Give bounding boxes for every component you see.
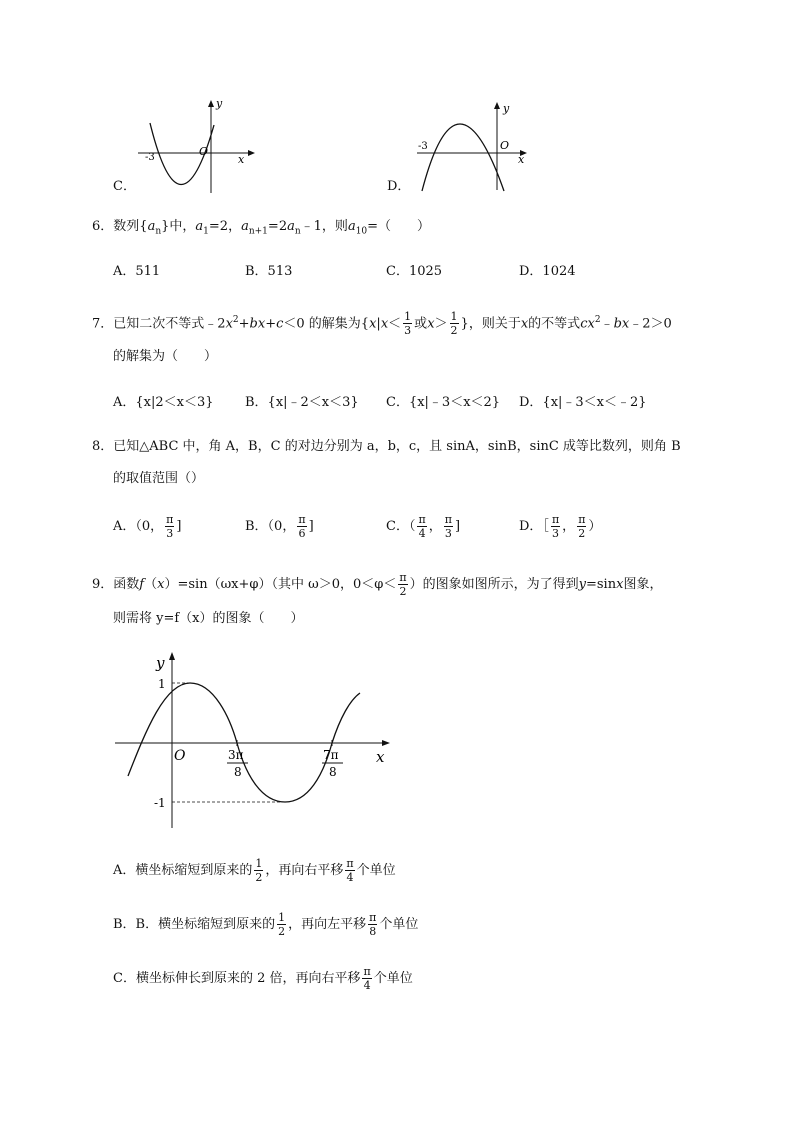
q8-opt-a-pre: A．（0，	[113, 519, 164, 534]
q9-x: x	[157, 577, 165, 592]
q8-opt-b-num: π	[298, 513, 306, 526]
q6-an2: a	[287, 219, 295, 234]
q7-x3: x	[380, 316, 389, 332]
q9-opt-b-mid: ，再向左平移	[288, 917, 367, 932]
q9-frac-num: π	[399, 571, 407, 584]
q8-option-d[interactable]	[519, 514, 601, 539]
q8-opt-d-num2: π	[578, 513, 586, 526]
q8-opt-b-post: ]	[308, 519, 314, 534]
q7-cx: cx	[580, 316, 595, 332]
q7-frac1-num: 1	[404, 310, 412, 324]
q9-opt-b-num: 1	[278, 911, 286, 924]
graph-d-y-label: y	[503, 102, 510, 115]
q7-frac-1	[403, 311, 412, 336]
q8-opt-c-post: ]	[454, 519, 461, 534]
q8-stem	[92, 437, 681, 457]
q6-a1: a	[195, 219, 204, 234]
q9-text-5: =sin	[585, 577, 617, 592]
q9-opt-a-den: 2	[255, 871, 263, 884]
q9-graph-x-label: x	[376, 748, 385, 766]
q9-text-4: ）的图象如图所示，为了得到	[409, 577, 579, 592]
q7-option-b[interactable]: B．{x|﹣2＜x＜3}	[245, 395, 359, 410]
q9-opt-b-pre: B．B．横坐标缩短到原来的	[113, 917, 276, 932]
q7-option-a[interactable]: A．{x|2＜x＜3}	[113, 395, 214, 410]
q9-stem	[92, 572, 662, 597]
q8-opt-b-den: 6	[298, 527, 306, 540]
q9-opt-c-den: 4	[363, 979, 371, 992]
q6-an2-sub: n	[294, 226, 301, 237]
q8-stem-line2: 的取值范围（）	[113, 471, 205, 486]
q8-opt-d-pre: D．［	[519, 519, 549, 534]
q8-opt-c-pre: C．（	[386, 519, 416, 534]
graph-c-y-label: y	[216, 97, 223, 110]
q9-opt-b-den2: 8	[369, 925, 377, 938]
q7-text-3: +	[265, 316, 277, 332]
q8-opt-d-num1: π	[551, 513, 560, 526]
q6-text-3: =2，	[208, 219, 242, 234]
q9-opt-a-frac1	[254, 858, 263, 883]
q8-opt-c-num1: π	[418, 513, 426, 526]
q9-graph-tick1-num: 3π	[228, 748, 244, 762]
q8-opt-d-frac2	[577, 514, 586, 539]
q9-sine-graph	[110, 648, 400, 833]
q7-frac1-den: 3	[404, 324, 412, 338]
q7-number: 7．	[92, 316, 114, 332]
q7-stem-line2: 的解集为（ ）	[113, 349, 218, 364]
q6-option-a[interactable]: A．511	[113, 264, 161, 279]
q9-graph-y-label: y	[156, 654, 165, 672]
q9-opt-a-num: 1	[255, 857, 263, 870]
q8-opt-c-frac1	[417, 514, 426, 539]
q8-opt-c-frac2	[444, 514, 453, 539]
q7-text-6: ＜	[388, 316, 402, 332]
q6-option-b[interactable]: B．513	[245, 264, 293, 279]
q8-opt-a-num: π	[166, 513, 174, 526]
q7-frac2-num: 1	[450, 310, 458, 324]
q6-number: 6．	[92, 219, 114, 234]
q9-opt-a-num2: π	[346, 857, 354, 870]
q7-text-10: 的不等式	[528, 316, 581, 332]
q9-y: y	[578, 577, 586, 592]
q5-option-d-label: D．	[387, 179, 411, 194]
q7-text-12: ﹣2＞0	[629, 316, 672, 332]
q7-text-11: ﹣	[600, 316, 614, 332]
graph-c-origin: O	[199, 145, 209, 158]
q6-text-2: }中，	[161, 219, 196, 234]
q7-frac-2	[450, 311, 459, 336]
q6-text-1: 数列{	[113, 219, 148, 234]
q6-option-c[interactable]: C．1025	[386, 264, 443, 279]
q9-graph-tick1-den: 8	[234, 765, 242, 779]
q6-an1: a	[241, 219, 249, 234]
q7-text-1: 已知二次不等式﹣2	[113, 316, 226, 332]
q6-text-4: =2	[267, 219, 288, 234]
q8-opt-d-den2: 2	[578, 527, 586, 540]
q7-x5: x	[520, 316, 529, 332]
q6-option-d[interactable]: D．1024	[519, 264, 576, 279]
q9-x2: x	[616, 577, 624, 592]
graph-d-origin: O	[500, 139, 510, 152]
q6-an-sub: n	[155, 226, 162, 237]
q8-opt-b-pre: B．（0，	[245, 519, 296, 534]
q8-opt-c-den1: 4	[418, 527, 426, 540]
q9-opt-a-den2: 4	[346, 871, 354, 884]
q7-bx: bx	[249, 316, 266, 332]
q9-option-c[interactable]	[113, 966, 413, 991]
q9-graph-ymax: 1	[158, 677, 166, 691]
q7-sup1: 2	[232, 315, 239, 325]
q9-opt-b-frac1	[277, 912, 286, 937]
q9-text-6: 图象，	[623, 577, 663, 592]
q6-a1-sub: 1	[203, 226, 209, 237]
q7-c: c	[276, 316, 284, 332]
q6-text-6: =（ ）	[367, 219, 431, 234]
q7-text-2: +	[238, 316, 250, 332]
q7-text-7: 或	[414, 316, 428, 332]
q8-option-a[interactable]	[113, 514, 181, 539]
q5-graph-c	[138, 95, 258, 195]
q9-opt-c-num: π	[363, 965, 371, 978]
q9-opt-a-pre: A．横坐标缩短到原来的	[113, 863, 253, 878]
q7-sup2: 2	[594, 315, 601, 325]
q9-option-a[interactable]	[113, 858, 396, 883]
q8-opt-a-frac	[165, 514, 174, 539]
q8-text-1: 已知△ABC 中，角 A，B，C 的对边分别为 a，b，c，且 sinA，sinB，sinC 成等比数列，则角 B	[113, 439, 681, 454]
q7-option-c[interactable]: C．{x|﹣3＜x＜2}	[386, 395, 501, 410]
q9-opt-a-frac2	[345, 858, 354, 883]
graph-d-x-label: x	[518, 153, 525, 166]
q8-option-c[interactable]	[386, 514, 460, 539]
q7-text-9: }，则关于	[460, 316, 521, 332]
q9-opt-c-frac	[362, 966, 371, 991]
q9-option-b[interactable]	[113, 912, 418, 937]
q9-graph-tick2-den: 8	[329, 765, 337, 779]
q9-graph-origin: O	[174, 748, 186, 764]
q9-opt-b-den: 2	[278, 925, 286, 938]
q7-x2: x	[369, 316, 377, 332]
graph-c-x-label: x	[238, 153, 245, 166]
q8-opt-b-frac	[297, 514, 306, 539]
q7-text-8: ＞	[434, 316, 448, 332]
q9-opt-c-post: 个单位	[373, 971, 413, 986]
q9-opt-b-num2: π	[369, 911, 377, 924]
q9-opt-c-pre: C．横坐标伸长到原来的 2 倍，再向右平移	[113, 971, 361, 986]
q9-frac-den: 2	[399, 585, 407, 598]
q7-option-d[interactable]: D．{x|﹣3＜x＜﹣2}	[519, 395, 647, 410]
q8-opt-c-den2: 3	[444, 527, 452, 540]
graph-d-tick-left: -3	[418, 141, 428, 152]
q7-text-5: |	[376, 316, 381, 332]
q7-bx2: bx	[613, 316, 630, 332]
q9-opt-a-mid: ，再向右平移	[265, 863, 344, 878]
q7-x4: x	[427, 316, 435, 332]
q8-opt-c-mid: ，	[428, 519, 442, 534]
q9-text-3: ）=sin（ωx+φ）（其中 ω＞0，0＜φ＜	[164, 577, 397, 592]
q9-opt-b-frac2	[368, 912, 377, 937]
q8-option-b[interactable]	[245, 514, 314, 539]
q9-text-2: （	[144, 577, 158, 592]
q5-graph-d	[412, 95, 532, 195]
q5-option-c-label: C．	[113, 179, 136, 194]
q9-graph-tick2-num: 7π	[323, 748, 339, 762]
q7-stem	[92, 310, 672, 336]
q6-a10: a	[347, 219, 356, 234]
q9-number: 9．	[92, 577, 114, 592]
q8-number: 8．	[92, 439, 114, 454]
q6-an: a	[147, 219, 156, 234]
q6-text-5: ﹣1，则	[300, 219, 348, 234]
q8-opt-d-post: ）	[588, 519, 602, 534]
q9-opt-a-post: 个单位	[356, 863, 396, 878]
q8-opt-a-post: ]	[176, 519, 182, 534]
q9-stem-line2: 则需将 y=f（x）的图象（ ）	[113, 611, 304, 626]
q8-opt-d-mid: ，	[562, 519, 576, 534]
q8-opt-c-num2: π	[444, 513, 452, 526]
q9-f: f	[139, 577, 145, 592]
q9-opt-b-post: 个单位	[379, 917, 419, 932]
q8-opt-d-frac1	[551, 514, 560, 539]
q9-graph-ymin: -1	[154, 796, 166, 810]
q8-opt-d-den1: 3	[552, 527, 560, 540]
q6-stem	[92, 217, 430, 242]
q9-text-1: 函数	[113, 577, 140, 592]
q9-frac	[398, 572, 407, 597]
graph-c-tick-left: -3	[145, 152, 155, 163]
q6-a10-sub: 10	[355, 226, 368, 237]
q7-text-4: ＜0 的解集为{	[283, 316, 370, 332]
q7-frac2-den: 2	[450, 324, 458, 338]
q8-opt-a-den: 3	[166, 527, 174, 540]
q7-x1: x	[225, 316, 233, 332]
q6-an1-sub: n+1	[248, 226, 268, 237]
